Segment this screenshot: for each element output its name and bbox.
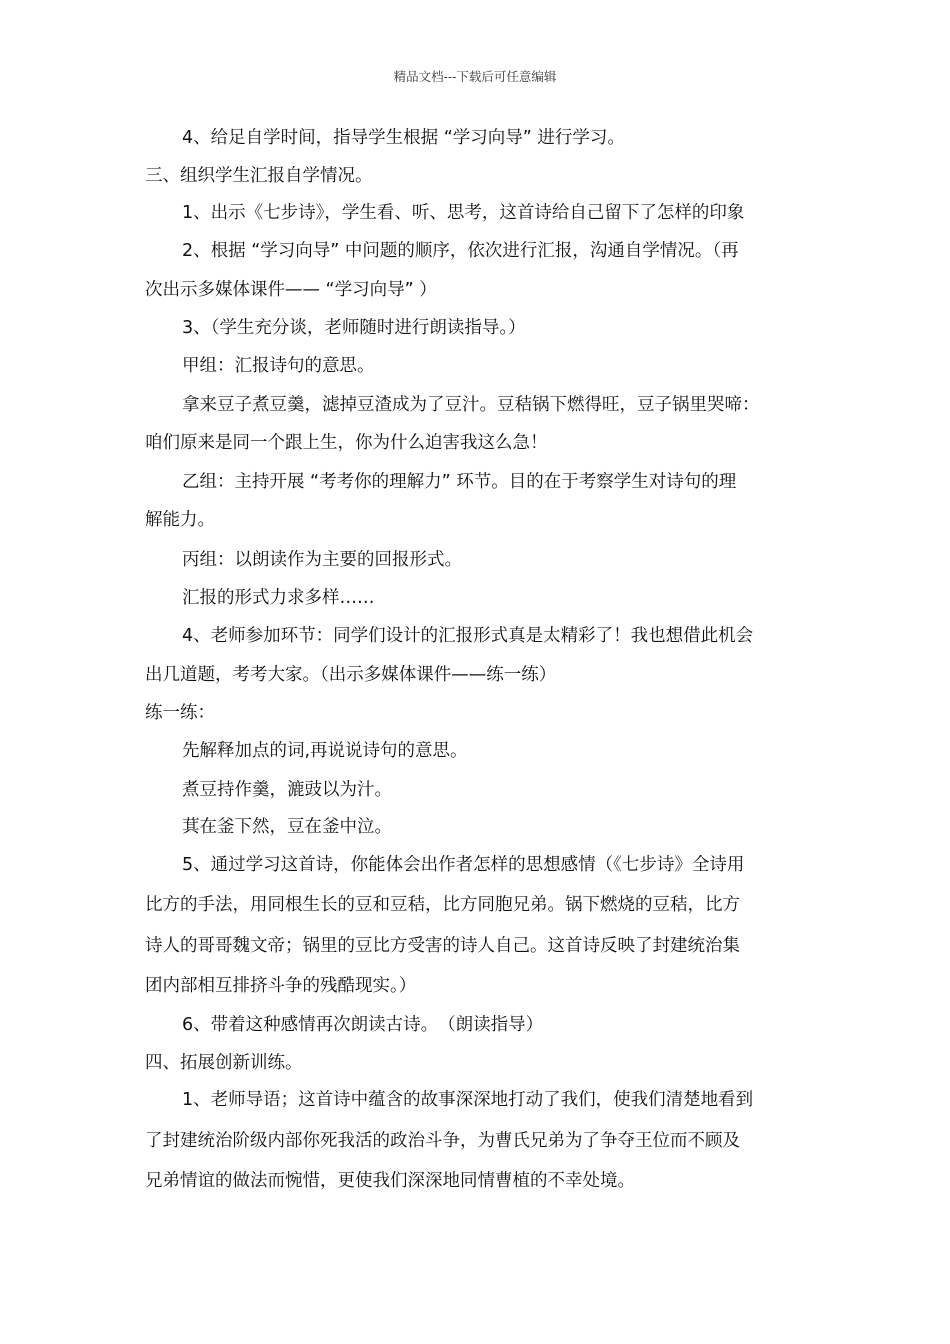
paragraph-line: 1、出示《七步诗》，学生看、听、思考，这首诗给自己留下了怎样的印象 bbox=[182, 203, 745, 223]
paragraph-line: 出几道题，考考大家。（出示多媒体课件——练一练） bbox=[145, 665, 557, 685]
paragraph-line: 比方的手法，用同根生长的豆和豆秸，比方同胞兄弟。锅下燃烧的豆秸，比方 bbox=[145, 895, 740, 915]
paragraph-line: 5、通过学习这首诗，你能体会出作者怎样的思想感情（《七步诗》全诗用 bbox=[182, 855, 745, 875]
paragraph-line: 丙组：以朗读作为主要的回报形式。 bbox=[182, 550, 462, 570]
paragraph-line: 甲组：汇报诗句的意思。 bbox=[182, 356, 375, 376]
page-header: 精品文档---下载后可任意编辑 bbox=[393, 69, 557, 84]
section-heading: 四、拓展创新训练。 bbox=[145, 1053, 303, 1073]
paragraph-line: 汇报的形式力求多样…… bbox=[182, 588, 375, 608]
paragraph-line: 4、给足自学时间，指导学生根据 “学习向导” 进行学习。 bbox=[182, 128, 625, 148]
paragraph-line: 先解释加点的词,再说说诗句的意思。 bbox=[182, 741, 468, 761]
paragraph-line: 拿来豆子煮豆羹，滤掉豆渣成为了豆汁。豆秸锅下燃得旺，豆子锅里哭啼： bbox=[182, 395, 760, 415]
paragraph-line: 了封建统治阶级内部你死我活的政治斗争，为曹氏兄弟为了争夺王位而不顾及 bbox=[145, 1131, 740, 1151]
paragraph-line: 1、老师导语；这首诗中蕴含的故事深深地打动了我们，使我们清楚地看到 bbox=[182, 1090, 754, 1110]
paragraph-line: 解能力。 bbox=[145, 510, 215, 530]
paragraph-line: 次出示多媒体课件—— “学习向导” ） bbox=[145, 280, 437, 300]
paragraph-line: 乙组：主持开展 “考考你的理解力” 环节。目的在于考察学生对诗句的理 bbox=[182, 472, 737, 492]
poem-line: 煮豆持作羹，漉豉以为汁。 bbox=[182, 780, 392, 800]
paragraph-line: 兄弟情谊的做法而惋惜，更使我们深深地同情曹植的不幸处境。 bbox=[145, 1171, 635, 1191]
poem-line: 萁在釜下然，豆在釜中泣。 bbox=[182, 817, 392, 837]
paragraph-line: 6、带着这种感情再次朗读古诗。 （朗读指导） bbox=[182, 1015, 544, 1035]
paragraph-line: 4、老师参加环节：同学们设计的汇报形式真是太精彩了！我也想借此机会 bbox=[182, 626, 754, 646]
paragraph-line: 咱们原来是同一个跟上生，你为什么迫害我这么急！ bbox=[145, 433, 548, 453]
paragraph-line: 3、（学生充分谈，老师随时进行朗读指导。） bbox=[182, 318, 526, 338]
paragraph-line: 诗人的哥哥魏文帝；锅里的豆比方受害的诗人自己。这首诗反映了封建统治集 bbox=[145, 936, 740, 956]
paragraph-line: 练一练： bbox=[145, 703, 215, 723]
section-heading: 三、组织学生汇报自学情况。 bbox=[145, 166, 373, 186]
paragraph-line: 团内部相互排挤斗争的残酷现实。） bbox=[145, 976, 417, 996]
paragraph-line: 2、根据 “学习向导” 中问题的顺序，依次进行汇报，沟通自学情况。（再 bbox=[182, 241, 739, 261]
